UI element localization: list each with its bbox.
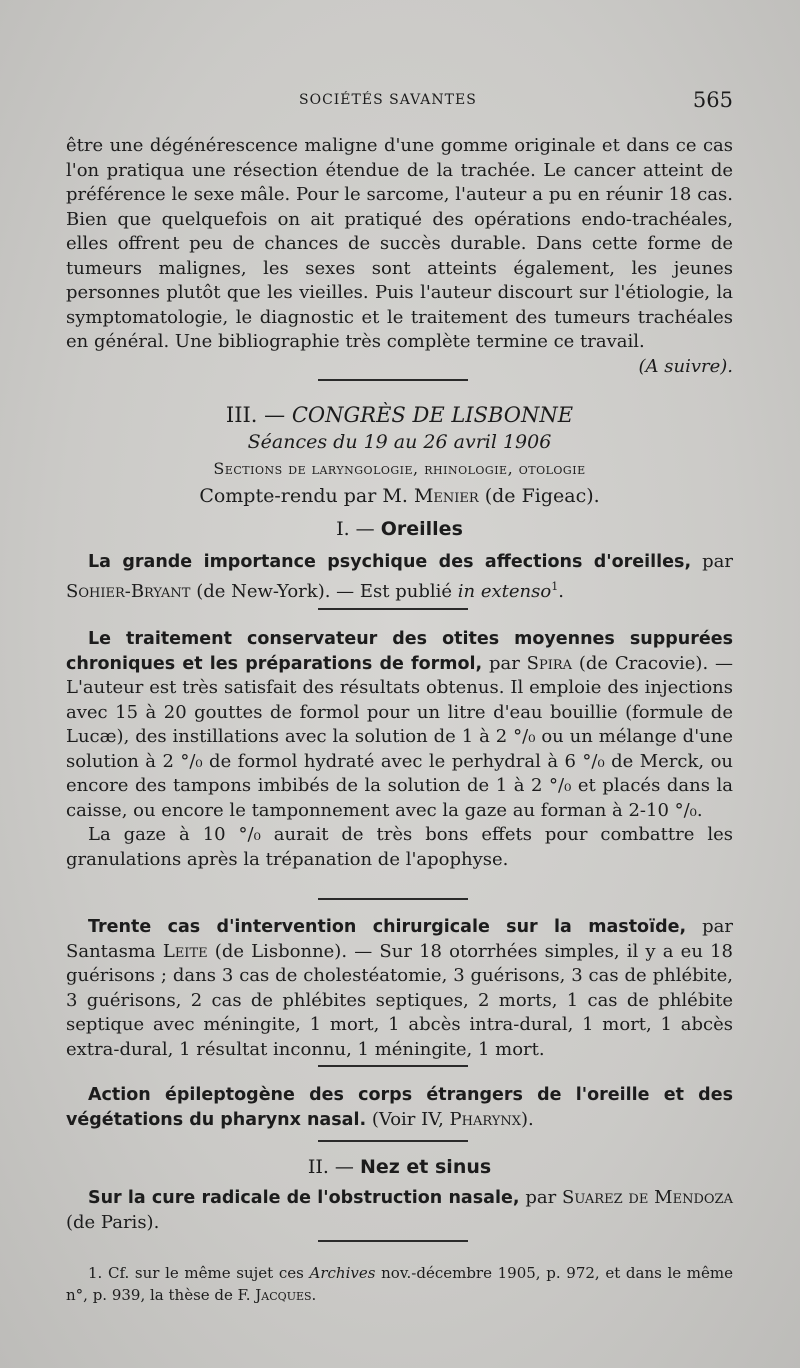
separator-rule <box>318 1065 468 1067</box>
article-author: Sohier-Bryant <box>66 580 191 602</box>
article-author: Spira <box>526 652 573 674</box>
article-2: Le traitement conservateur des otites moyennes suppurées chroniques et les préparations de formol, par Spira (de Cracovie). — L'auteur est très satisfait des résultats obtenus. Il emploie des injections avec 15 à 20 gouttes de formol pour un litre d'eau bouillie (formule de Lucæ), des instillations avec la solution de 1 à 2 °/₀ ou un mélange d'une solution à 2 °/₀ de formol hydraté avec le perhydral à 6 °/₀ de Merck, ou encore des tampons imbibés de la solution de 1 à 2 °/₀ et placés dans la caisse, ou encore le tamponnement avec la gaze au forman à 2-10 °/₀. La gaze à 10 °/₀ aurait de très bons effets pour combattre les granulations après la trépanation de l'apophyse. <box>66 627 733 872</box>
article-title: Action épileptogène des corps étrangers de l'oreille et des végétations du pharynx nasal. <box>66 1085 733 1130</box>
page-number: 565 <box>692 88 733 112</box>
congress-sections: Sections de laryngologie, rhinologie, otologie <box>213 459 586 478</box>
article-author: Suarez de Mendoza <box>562 1187 733 1208</box>
article-author: Leite <box>162 940 208 962</box>
congress-number: III. — <box>225 403 286 427</box>
congress-dates: Séances du 19 au 26 avril 1906 <box>247 431 552 453</box>
article-title: Le traitement conservateur des otites moyennes suppurées chroniques et les préparations de formol, <box>66 629 733 674</box>
section-oreilles: I. — Oreilles <box>336 518 463 540</box>
footnote-ref: 1 <box>551 579 559 593</box>
reporter-name: Menier <box>413 485 479 507</box>
section-nez: II. — Nez et sinus <box>307 1156 492 1178</box>
a-suivre: (A suivre). <box>638 355 733 377</box>
congress-title: CONGRÈS DE LISBONNE <box>291 403 574 427</box>
congress-report: Compte-rendu par M. Menier (de Figeac). <box>199 485 600 507</box>
section-title: Oreilles <box>380 518 463 540</box>
separator-rule <box>318 379 468 381</box>
running-title: SOCIÉTÉS SAVANTES <box>299 92 477 108</box>
article-2-paragraph-2: La gaze à 10 °/₀ aurait de très bons effets pour combattre les granulations après la trépanation de l'apophyse. <box>66 824 733 870</box>
separator-rule <box>318 1140 468 1142</box>
footnote: 1. Cf. sur le même sujet ces Archives nov.-décembre 1905, p. 972, et dans le même n°, p. 939, la thèse de F. Jacques. <box>66 1264 733 1304</box>
section-title: Nez et sinus <box>359 1156 492 1178</box>
intro-paragraph: être une dégénérescence maligne d'une gomme originale et dans ce cas l'on pratiqua une résection étendue de la trachée. Le cancer atteint de préférence le sexe mâle. Pour le sarcome, l'auteur a pu en réunir 18 cas. Bien que quelquefois on ait pratiqué des opérations endo-trachéales, elles offrent peu de chances de succès durable. Dans cette forme de tumeurs malignes, les sexes sont atteints également, les jeunes personnes plutôt que les vieilles. Puis l'auteur discourt sur l'étiologie, la symptomatologie, le diagnostic et le traitement des tumeurs trachéales en général. Une bibliographie très complète termine ce travail. (A suivre). <box>66 134 733 355</box>
intro-block <box>66 134 733 379</box>
article-4: Action épileptogène des corps étrangers de l'oreille et des végétations du pharynx nasal. (Voir IV, Pharynx). <box>66 1085 733 1130</box>
congress-heading <box>66 402 733 509</box>
article-1: La grande importance psychique des affections d'oreilles, par Sohier-Bryant (de New-York). — Est publié in extenso$^1$. <box>66 551 733 602</box>
article-3: Trente cas d'intervention chirurgicale sur la mastoïde, par Santasma Leite (de Lisbonne). — Sur 18 otorrhées simples, il y a eu 18 guérisons ; dans 3 cas de cholestéatomie, 3 guérisons, 3 cas de phlébite, 3 guérisons, 2 cas de phlébites septiques, 2 morts, 1 cas de phlébite septique avec méningite, 1 mort, 1 abcès intra-dural, 1 mort, 1 abcès extra-dural, 1 résultat inconnu, 1 méningite, 1 mort. <box>66 916 733 1060</box>
separator-rule <box>318 1240 468 1242</box>
separator-rule <box>318 608 468 610</box>
article-title: Trente cas d'intervention chirurgicale sur la mastoïde, <box>88 917 687 937</box>
article-title: Sur la cure radicale de l'obstruction nasale, <box>88 1188 520 1208</box>
article-5: Sur la cure radicale de l'obstruction nasale, par Suarez de Mendoza (de Paris). <box>66 1187 733 1233</box>
page-header <box>66 88 733 118</box>
article-title: La grande importance psychique des affections d'oreilles, <box>88 552 692 572</box>
separator-rule <box>318 898 468 900</box>
